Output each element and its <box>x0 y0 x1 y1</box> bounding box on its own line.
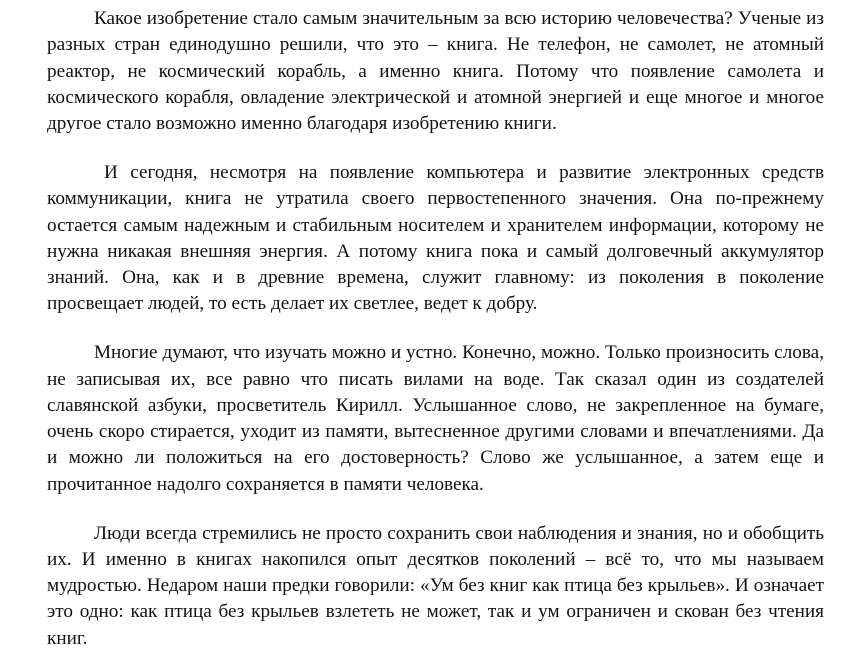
paragraph-1: Какое изобретение стало самым значительным за всю историю человечества? Ученые из разных стран единодушно решили, что это – книга. Не телефон, не самолет, не атомный реактор, не космический корабль, а именно книга. Потому что появление самолета и космического корабля, овладение электрической и атомной энергией и еще многое и многое другое стало возможно именно благодаря изобретению книги. <box>47 8 824 135</box>
paragraph-2: И сегодня, несмотря на появление компьютера и развитие электронных средств коммуникации, книга не утратила своего первостепенного значения. Она по-прежнему остается самым надежным и стабильным носителем и хранителем информации, которому не нужна никакая внешняя энергия. А потому книга пока и самый долговечный аккумулятор знаний. Она, как и в древние времена, служит главному: из поколения в поколение просвещает людей, то есть делает их светлее, ведет к добру. <box>47 161 824 315</box>
paragraph-4: Люди всегда стремились не просто сохранить свои наблюдения и знания, но и обобщить их. И именно в книгах накопился опыт десятков поколений – всё то, что мы называем мудростью. Недаром наши предки говорили: «Ум без книг как птица без крыльев». И означает это одно: как птица без крыльев взлететь не может, так и ум ограничен и скован без чтения книг. <box>47 522 824 649</box>
document-page <box>47 6 824 652</box>
paragraph-3: Многие думают, что изучать можно и устно. Конечно, можно. Только произносить слова, не записывая их, все равно что писать вилами на воде. Так сказал один из создателей славянской азбуки, просветитель Кирилл. Услышанное слово, не закрепленное на бумаге, очень скоро стирается, уходит из памяти, вытесненное другими словами и впечатлениями. Да и можно ли положиться на его достоверность? Слово же услышанное, а затем еще и прочитанное надолго сохраняется в памяти человека. <box>47 342 824 495</box>
